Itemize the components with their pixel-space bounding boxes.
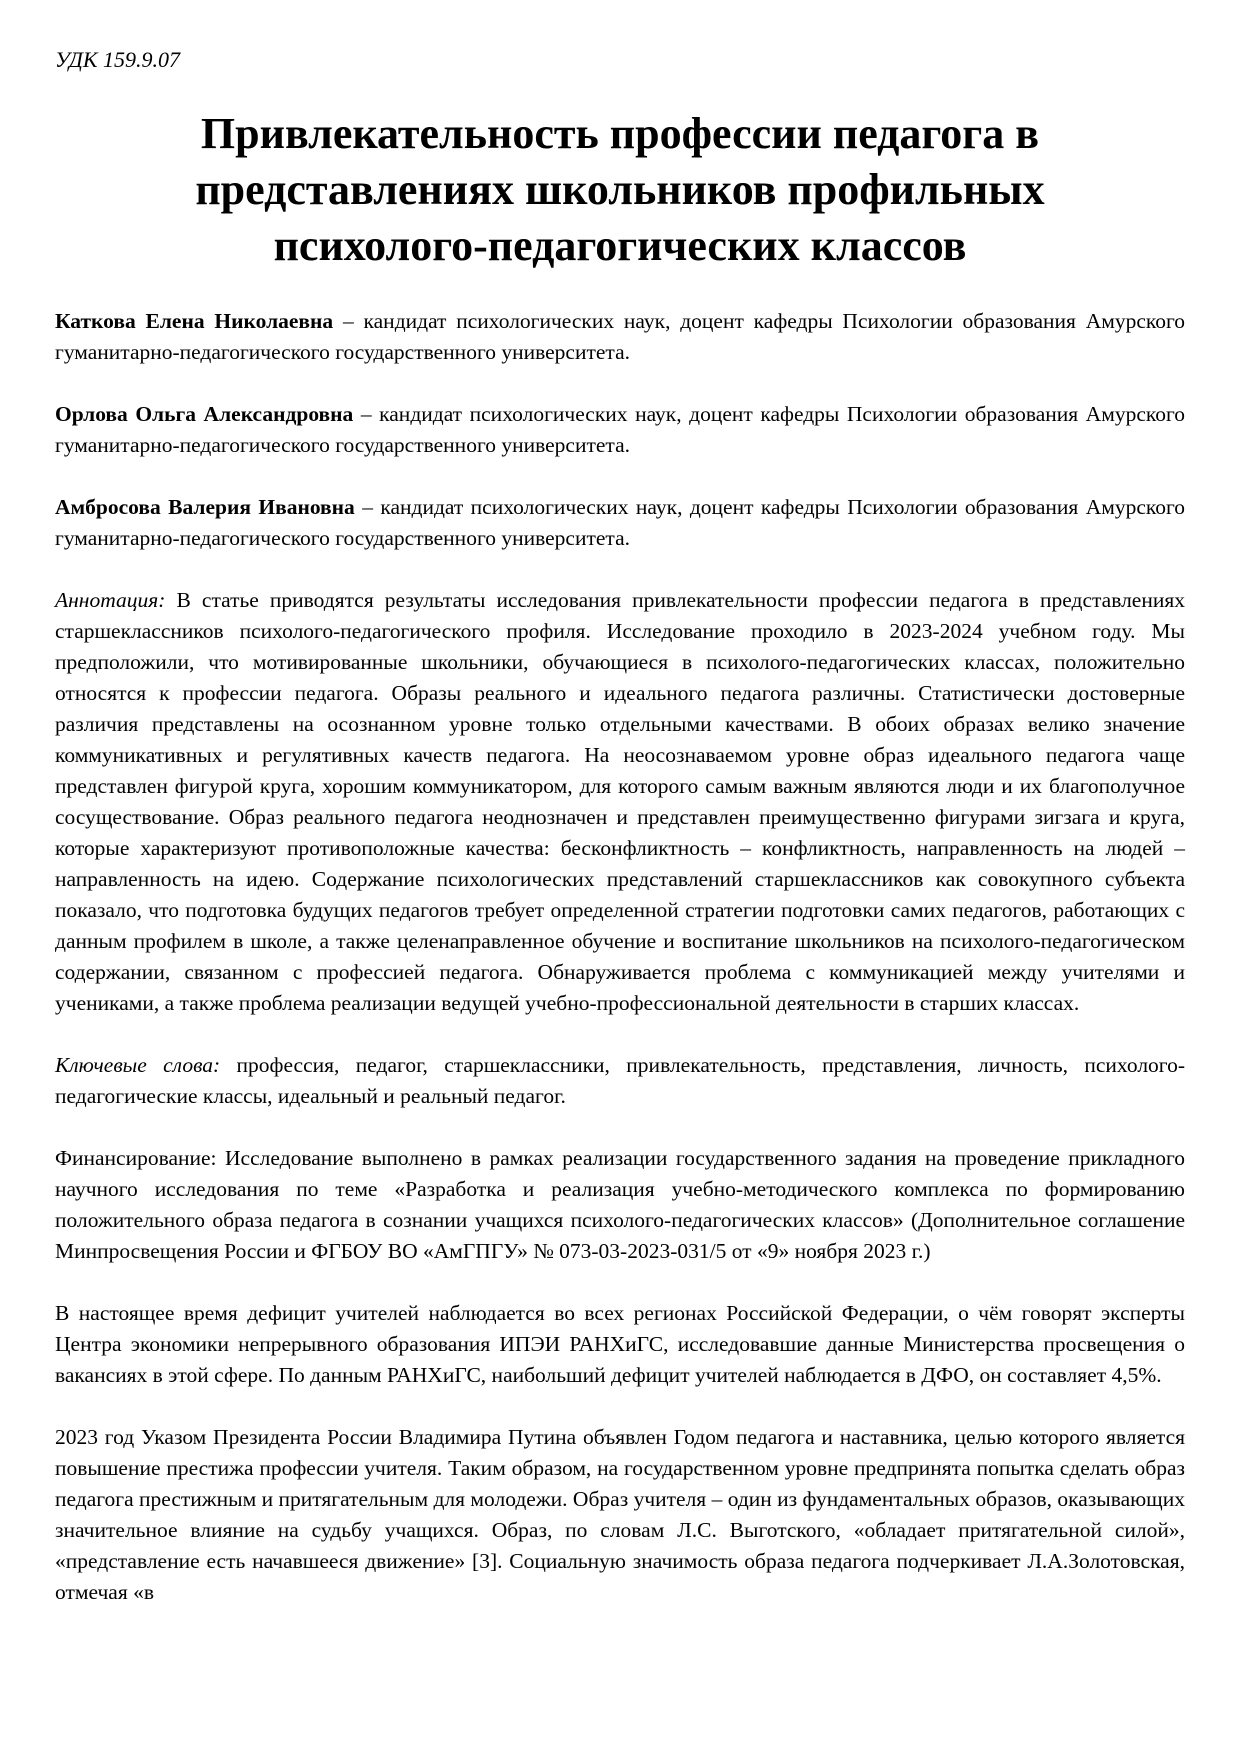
keywords-label: Ключевые слова: [55, 1053, 221, 1077]
author-block [55, 492, 1185, 554]
funding-text: Исследование выполнено в рамках реализации государственного задания на проведение прикладного научного исследования по теме «Разработка и реализация учебно-методического комплекса по формированию положительного образа педагога в сознании учащихся психолого-педагогических классов» (Дополнительное соглашение Минпросвещения России и ФГБОУ ВО «АмГПГУ» № 073-03-2023-031/5 от «9» ноября 2023 г.) [55, 1146, 1186, 1263]
body-paragraph: В настоящее время дефицит учителей наблюдается во всех регионах Российской Федерации, о чём говорят эксперты Центра экономики непрерывного образования ИПЭИ РАНХиГС, исследовавшие данные Министерства просвещения о вакансиях в этой сфере. По данным РАНХиГС, наибольший дефицит учителей наблюдается в ДФО, он составляет 4,5%. [55, 1301, 1185, 1387]
author-info: – кандидат психологических наук, доцент кафедры Психологии образования Амурского гуманитарно-педагогического государственного университета. [55, 495, 1186, 550]
funding-label: Финансирование: [55, 1146, 217, 1170]
udk-code: УДК 159.9.07 [55, 47, 181, 72]
author-block [55, 306, 1185, 368]
author-name: Каткова Елена Николаевна [55, 309, 334, 333]
abstract-label: Аннотация: [55, 588, 166, 612]
body-paragraph: 2023 год Указом Президента России Владимира Путина объявлен Годом педагога и наставника, целью которого является повышение престижа профессии учителя. Таким образом, на государственном уровне предпринята попытка сделать образ педагога престижным и притягательным для молодежи. Образ учителя – один из фундаментальных образов, оказывающих значительное влияние на судьбу учащихся. Образ, по словам Л.С. Выготского, «обладает притягательной силой», «представление есть начавшееся движение» [3]. Социальную значимость образа педагога подчеркивает Л.А.Золотовская, отмечая «в [55, 1425, 1185, 1604]
abstract-paragraph [55, 585, 1185, 1019]
abstract-text: В статье приводятся результаты исследования привлекательности профессии педагога в представлениях старшеклассников психолого-педагогического профиля. Исследование проходило в 2023-2024 учебном году. Мы предположили, что мотивированные школьники, обучающиеся в психолого-педагогических классах, положительно относятся к профессии педагога. Образы реального и идеального педагога различны. Статистически достоверные различия представлены на осознанном уровне только отдельными качествами. В обоих образах велико значение коммуникативных и регулятивных качеств педагога. На неосознаваемом уровне образ идеального педагога чаще представлен фигурой круга, хорошим коммуникатором, для которого самым важным являются люди и их благополучное сосуществование. Образ реального педагога неоднозначен и представлен преимущественно фигурами зигзага и круга, которые характеризуют противоположные качества: бесконфликтность – конфликтность, направленность на людей – направленность на идею. Содержание психологических представлений старшеклассников как совокупного субъекта показало, что подготовка будущих педагогов требует определенной стратегии подготовки самих педагогов, работающих с данным профилем в школе, а также целенаправленное обучение и воспитание школьников на психолого-педагогическом содержании, связанном с профессией педагога. Обнаруживается проблема с коммуникацией между учителями и учениками, а также проблема реализации ведущей учебно-профессиональной деятельности в старших классах. [55, 588, 1185, 1015]
author-block [55, 399, 1185, 461]
keywords-text: профессия, педагог, старшеклассники, привлекательность, представления, личность, психолого-педагогические классы, идеальный и реальный педагог. [55, 1053, 1185, 1108]
author-name: Орлова Ольга Александровна [55, 402, 354, 426]
author-name: Амбросова Валерия Ивановна [55, 495, 355, 519]
author-info: – кандидат психологических наук, доцент кафедры Психологии образования Амурского гуманитарно-педагогического государственного университета. [55, 309, 1186, 364]
funding-paragraph [55, 1143, 1185, 1267]
author-info: – кандидат психологических наук, доцент кафедры Психологии образования Амурского гуманитарно-педагогического государственного университета. [55, 402, 1185, 457]
keywords-paragraph [55, 1050, 1185, 1112]
page-title: Привлекательность профессии педагога в представлениях школьников профильных психолого-педагогических классов [195, 109, 1045, 270]
